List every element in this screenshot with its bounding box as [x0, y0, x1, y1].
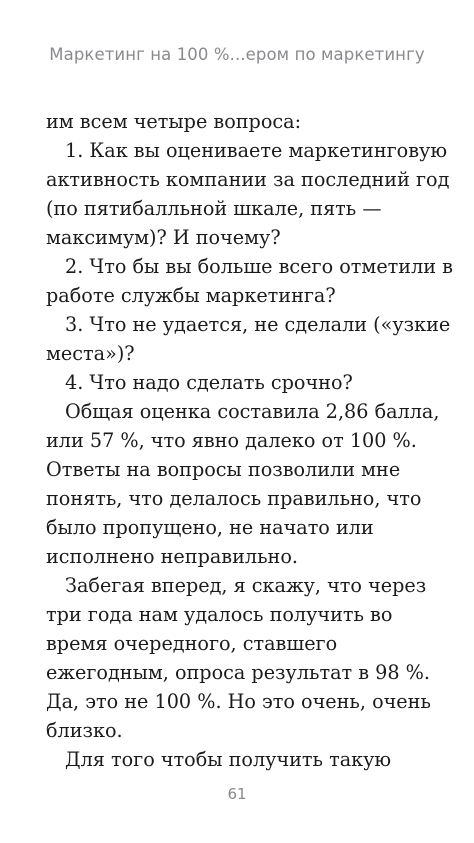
text-line: 4. Что надо сделать срочно?: [65, 371, 353, 394]
text-line: работе службы маркетинга?: [46, 284, 336, 307]
text-line: ежегодным, опроса результат в 98 %.: [46, 661, 430, 684]
text-line: Ответы на вопросы позволили мне: [46, 458, 401, 481]
text-line: Забегая вперед, я скажу, что через: [65, 574, 427, 597]
text-line: исполнено неправильно.: [46, 545, 298, 568]
text-line: или 57 %, что явно далеко от 100 %.: [46, 429, 417, 452]
text-line: 2. Что бы вы больше всего отметили в: [65, 255, 453, 278]
book-title-header: Маркетинг на 100 %...ером по маркетингу: [49, 45, 425, 64]
text-line: Для того чтобы получить такую: [65, 748, 392, 771]
text-line: близко.: [46, 719, 123, 742]
text-line: Общая оценка составила 2,86 балла,: [65, 400, 440, 423]
text-line: время очередного, ставшего: [46, 632, 338, 655]
text-line: 1. Как вы оцениваете маркетинговую: [65, 139, 448, 162]
text-line: места»)?: [46, 342, 135, 365]
text-line: 3. Что не удается, не сделали («узкие: [65, 313, 451, 336]
text-line: (по пятибалльной шкале, пять —: [46, 197, 382, 220]
text-line: максимум)? И почему?: [46, 226, 281, 249]
book-body-text: [46, 107, 453, 774]
text-line: три года нам удалось получить во: [46, 603, 393, 626]
text-line: им всем четыре вопроса:: [46, 110, 302, 133]
text-line: понять, что делалось правильно, что: [46, 487, 422, 510]
text-line: Да, это не 100 %. Но это очень, очень: [46, 690, 431, 713]
page-number: 61: [227, 785, 247, 803]
text-line: активность компании за последний год: [46, 168, 450, 191]
text-line: было пропущено, не начато или: [46, 516, 374, 539]
